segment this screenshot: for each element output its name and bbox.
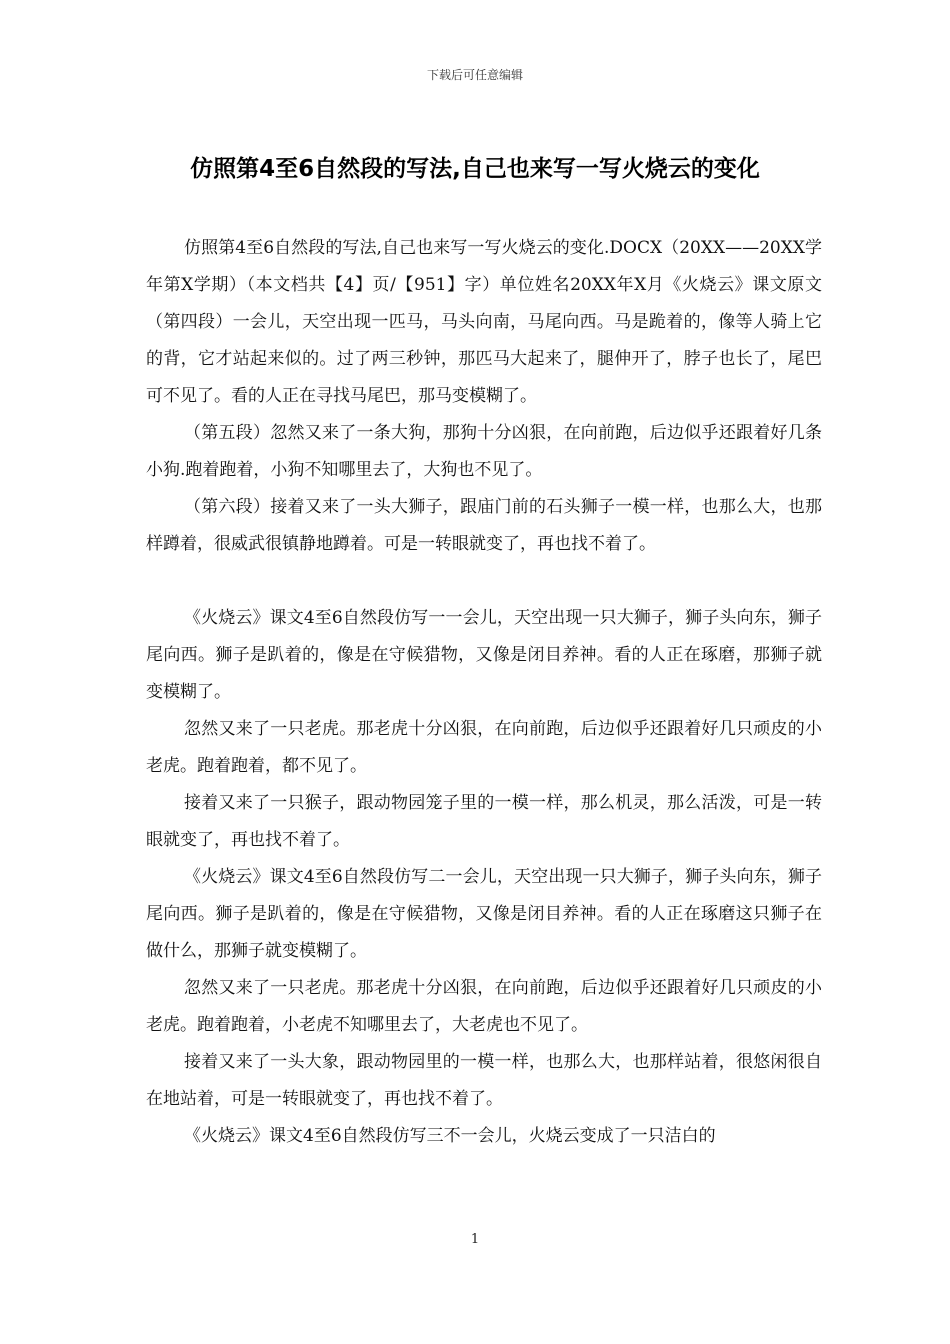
paragraph-2: （第五段）忽然又来了一条大狗，那狗十分凶狠，在向前跑，后边似乎还跟着好几条小狗.跑着跑着，小狗不知哪里去了，大狗也不见了。 [146, 423, 822, 480]
paragraph-4: 《火烧云》课文4至6自然段仿写一一会儿，天空出现一只大狮子，狮子头向东，狮子尾向西。狮子是趴着的，像是在守候猎物，又像是闭目养神。看的人正在琢磨，那狮子就变模糊了。 [146, 608, 822, 702]
paragraph-6: 接着又来了一只猴子，跟动物园笼子里的一模一样，那么机灵，那么活泼，可是一转眼就变了，再也找不着了。 [146, 793, 822, 850]
paragraph-3: （第六段）接着又来了一头大狮子，跟庙门前的石头狮子一模一样，也那么大，也那样蹲着，很威武很镇静地蹲着。可是一转眼就变了，再也找不着了。 [146, 497, 822, 554]
paragraph-8: 忽然又来了一只老虎。那老虎十分凶狠，在向前跑，后边似乎还跟着好几只顽皮的小老虎。跑着跑着，小老虎不知哪里去了，大老虎也不见了。 [146, 978, 822, 1035]
page-number: 1 [470, 1232, 480, 1247]
document-title: 仿照第4至6自然段的写法,自己也来写一写火烧云的变化 [190, 156, 760, 182]
paragraph-10: 《火烧云》课文4至6自然段仿写三不一会儿，火烧云变成了一只洁白的 [184, 1126, 716, 1146]
header-note: 下载后可任意编辑 [426, 68, 523, 82]
document-body [146, 230, 822, 1155]
paragraph-7: 《火烧云》课文4至6自然段仿写二一会儿，天空出现一只大狮子，狮子头向东，狮子尾向西。狮子是趴着的，像是在守候猎物，又像是闭目养神。看的人正在琢磨这只狮子在做什么，那狮子就变模糊了。 [146, 867, 822, 961]
paragraph-5: 忽然又来了一只老虎。那老虎十分凶狠，在向前跑，后边似乎还跟着好几只顽皮的小老虎。跑着跑着，都不见了。 [146, 719, 822, 776]
paragraph-1: 仿照第4至6自然段的写法,自己也来写一写火烧云的变化.DOCX（20XX——20XX学年第X学期）（本文档共【4】页/【951】字）单位姓名20XX年X月《火烧云》课文原文（第四段）一会儿，天空出现一匹马，马头向南，马尾向西。马是跪着的，像等人骑上它的背，它才站起来似的。过了两三秒钟，那匹马大起来了，腿伸开了，脖子也长了，尾巴可不见了。看的人正在寻找马尾巴，那马变模糊了。 [146, 238, 822, 406]
paragraph-9: 接着又来了一头大象，跟动物园里的一模一样，也那么大，也那样站着，很悠闲很自在地站着，可是一转眼就变了，再也找不着了。 [146, 1052, 822, 1109]
